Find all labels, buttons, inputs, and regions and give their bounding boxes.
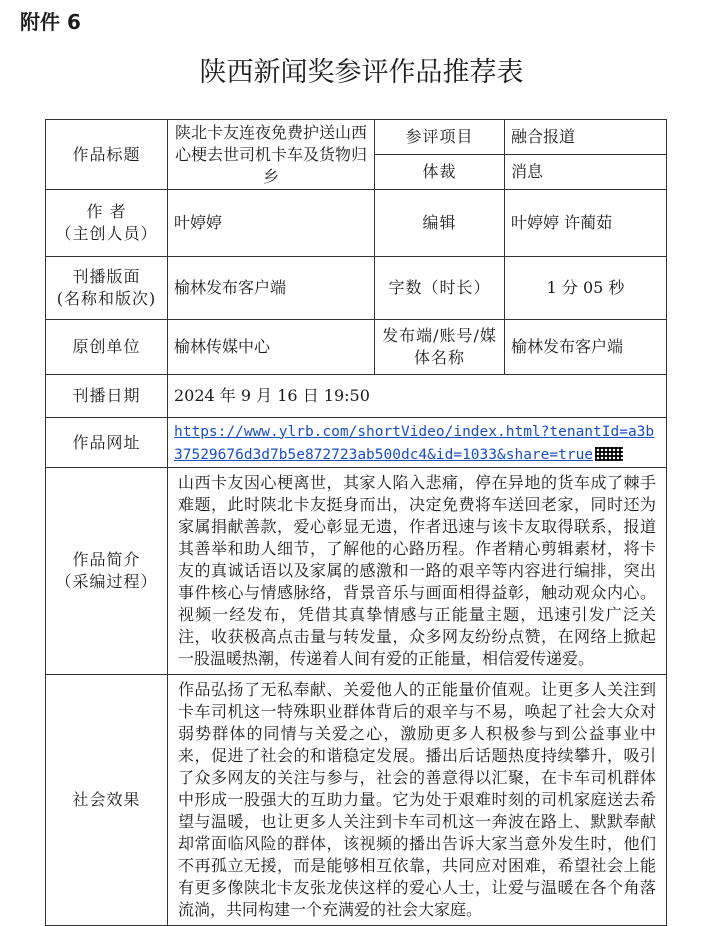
author-label: [46, 190, 168, 257]
table-row: [46, 120, 667, 155]
unit-label: 原创单位: [46, 320, 168, 375]
summary-label: [46, 468, 168, 675]
genre-value: 消息: [505, 155, 667, 190]
table-row: [46, 320, 667, 375]
page-title: 陕西新闻奖参评作品推荐表: [199, 57, 524, 88]
table-row: [46, 468, 667, 675]
summary-label-line2: （采编过程）: [55, 572, 158, 591]
page-label-line2: (名称和版次): [56, 289, 157, 308]
author-label-line2: （主创人员）: [55, 224, 158, 243]
work-title-value: 陕北卡友连夜免费护送山西心梗去世司机卡车及货物归乡: [168, 120, 375, 190]
effect-value: 作品弘扬了无私奉献、关爱他人的正能量价值观。让更多人关注到卡车司机这一特殊职业群体背后的艰辛与不易，唤起了社会大众对弱势群体的同情与关爱之心，激励更多人积极参与到公益事业中来，促进了社会的和谐稳定发展。播出后话题热度持续攀升，吸引了众多网友的关注与参与，社会的善意得以汇聚，在卡车司机群体中形成一股强大的互助力量。它为处于艰难时刻的司机家庭送去希望与温暖，也让更多人关注到卡车司机这一奔波在路上、默默奉献却常面临风险的群体，该视频的播出告诉大家当意外发生时，他们不再孤立无援，而是能够相互依靠，共同应对困难，希望社会上能有更多像陕北卡友张龙侠这样的爱心人士，让爱与温暖在各个角落流淌，共同构建一个充满爱的社会大家庭。: [168, 675, 667, 926]
length-value: 1 分 05 秒: [505, 257, 667, 320]
author-label-line1: 作 者: [86, 202, 127, 221]
date-label: 刊播日期: [46, 375, 168, 418]
platform-value: 榆林发布客户端: [505, 320, 667, 375]
summary-value: 山西卡友因心梗离世，其家人陷入悲痛，停在异地的货车成了棘手难题，此时陕北卡友挺身而出，决定免费将车送回老家，同时还为家属捐献善款，爱心彰显无遗，作者迅速与该卡友取得联系，报道其善举和助人细节，了解他的心路历程。作者精心剪辑素材，将卡友的真诚话语以及家属的感激和一路的艰辛等内容进行编排，突出事件核心与情感脉络，背景音乐与画面相得益彰，触动观众内心。视频一经发布，凭借其真挚情感与正能量主题，迅速引发广泛关注，收获极高点击量与转发量，众多网友纷纷点赞，在网络上掀起一股温暖热潮，传递着人间有爱的正能量，相信爱传递爱。: [168, 468, 667, 675]
work-url-link[interactable]: https://www.ylrb.com/shortVideo/index.html?tenantId=a3b37529676d3d7b5e872723ab500dc4&id=1033&share=true: [174, 423, 655, 463]
editor-label: 编辑: [375, 190, 505, 257]
qr-code-icon: [595, 447, 623, 461]
url-label: 作品网址: [46, 418, 168, 468]
attachment-number: 附件 6: [20, 10, 81, 34]
work-title-label: 作品标题: [46, 120, 168, 190]
category-value: 融合报道: [505, 120, 667, 155]
table-row: [46, 190, 667, 257]
date-value: 2024 年 9 月 16 日 19:50: [168, 375, 667, 418]
url-cell: [168, 418, 667, 468]
page-value: 榆林发布客户端: [168, 257, 375, 320]
table-row: [46, 675, 667, 926]
recommendation-form: [45, 119, 667, 926]
unit-value: 榆林传媒中心: [168, 320, 375, 375]
length-label: 字数（时长）: [375, 257, 505, 320]
table-row: [46, 375, 667, 418]
genre-label: 体裁: [375, 155, 505, 190]
table-row: [46, 257, 667, 320]
page-label: [46, 257, 168, 320]
category-label: 参评项目: [375, 120, 505, 155]
table-row: [46, 418, 667, 468]
summary-label-line1: 作品简介: [72, 550, 141, 569]
editor-value: 叶婷婷 许蔺茹: [505, 190, 667, 257]
page-label-line1: 刊播版面: [72, 267, 141, 286]
platform-label: 发布端/账号/媒体名称: [375, 320, 505, 375]
author-value: 叶婷婷: [168, 190, 375, 257]
effect-label: 社会效果: [46, 675, 168, 926]
